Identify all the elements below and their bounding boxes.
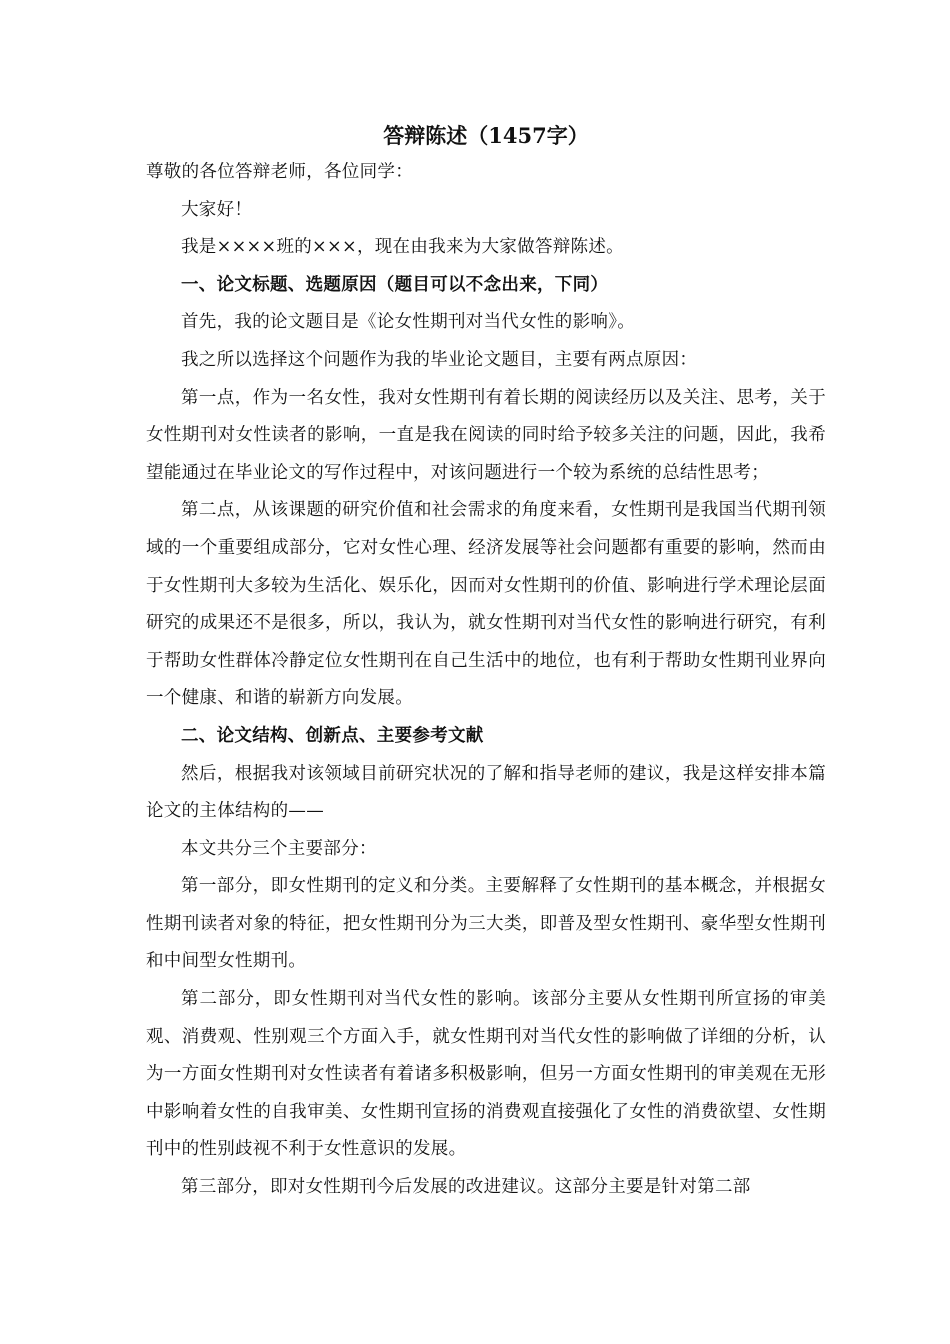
section-heading-2: 二、论文结构、创新点、主要参考文献 [181,725,484,746]
document-title: 答辩陈述（1457字） [383,123,589,148]
greeting: 大家好！ [181,199,253,220]
paragraph: 首先，我的论文题目是《论女性期刊对当代女性的影响》。 [181,312,636,333]
paragraph: 我之所以选择这个问题作为我的毕业论文题目，主要有两点原因： [181,349,698,370]
document-page [146,118,826,1207]
paragraph: 第一部分，即女性期刊的定义和分类。主要解释了女性期刊的基本概念，并根据女性期刊读者对象的特征，把女性期刊分为三大类，即普及型女性期刊、豪华型女性期刊和中间型女性期刊。 [146,876,826,972]
paragraph: 第二部分，即女性期刊对当代女性的影响。该部分主要从女性期刊所宣扬的审美观、消费观、性别观三个方面入手，就女性期刊对当代女性的影响做了详细的分析，认为一方面女性期刊对女性读者有着诸多积极影响，但另一方面女性期刊的审美观在无形中影响着女性的自我审美、女性期刊宣扬的消费观直接强化了女性的消费欲望、女性期刊中的性别歧视不利于女性意识的发展。 [146,989,826,1160]
salutation: 尊敬的各位答辩老师，各位同学： [146,162,413,182]
paragraph: 第一点，作为一名女性，我对女性期刊有着长期的阅读经历以及关注、思考，关于女性期刊对女性读者的影响，一直是我在阅读的同时给予较多关注的问题，因此，我希望能通过在毕业论文的写作过程中，对该问题进行一个较为系统的总结性思考； [146,387,826,483]
self-introduction: 我是××××班的×××，现在由我来为大家做答辩陈述。 [181,237,624,258]
paragraph: 第三部分，即对女性期刊今后发展的改进建议。这部分主要是针对第二部 [181,1177,751,1198]
section-heading-1: 一、论文标题、选题原因（题目可以不念出来，下同） [181,274,609,295]
paragraph: 第二点，从该课题的研究价值和社会需求的角度来看，女性期刊是我国当代期刊领域的一个重要组成部分，它对女性心理、经济发展等社会问题都有重要的影响，然而由于女性期刊大多较为生活化、娱乐化，因而对女性期刊的价值、影响进行学术理论层面研究的成果还不是很多，所以，我认为，就女性期刊对当代女性的影响进行研究，有利于帮助女性群体冷静定位女性期刊在自己生活中的地位，也有利于帮助女性期刊业界向一个健康、和谐的崭新方向发展。 [146,500,826,709]
paragraph: 然后，根据我对该领域目前研究状况的了解和指导老师的建议，我是这样安排本篇论文的主体结构的—— [146,763,826,822]
paragraph: 本文共分三个主要部分： [181,838,377,859]
